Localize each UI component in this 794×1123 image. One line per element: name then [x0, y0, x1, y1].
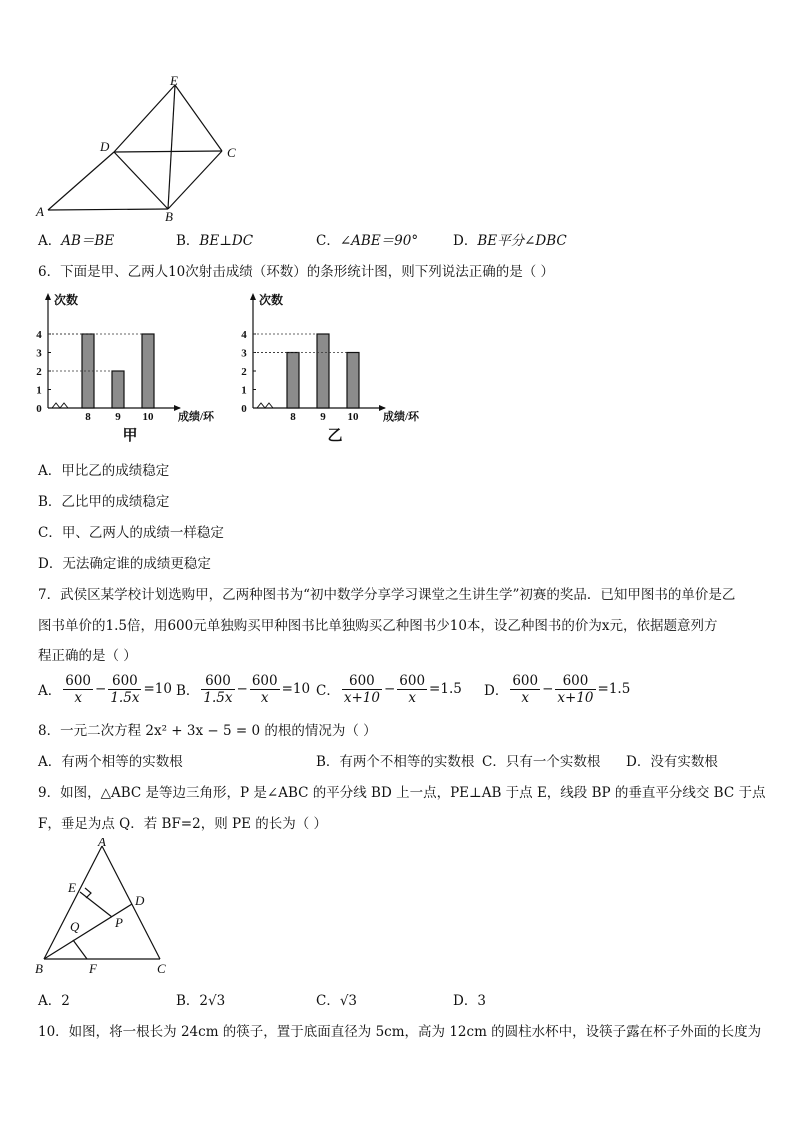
x-axis-label: 成绩/环 — [178, 411, 215, 423]
q6-stem: 6．下面是甲、乙两人10次射击成绩（环数）的条形统计图，则下列说法正确的是（ ） — [38, 264, 555, 280]
label-E: E — [170, 73, 178, 88]
q9-figure — [30, 838, 180, 980]
q6-option-d[interactable]: D．无法确定谁的成绩更稳定 — [38, 556, 211, 572]
label-D: D — [100, 139, 110, 154]
q5-figure — [30, 72, 250, 222]
q7-option-a[interactable]: A． $\frac{600}{x}$ − $\frac{600}{1.5x}$ =10 — [38, 672, 172, 706]
y-tick-label: 3 — [36, 347, 42, 360]
q5-option-b[interactable]: B．BE⊥DC — [176, 233, 254, 249]
segment-DE — [114, 85, 175, 152]
q9-option-d[interactable]: D．3 — [453, 993, 486, 1009]
label-B: B — [35, 961, 43, 976]
segment-DC — [114, 151, 222, 152]
y-tick-label: 4 — [36, 329, 42, 341]
bar-10 — [347, 353, 359, 409]
y-tick-label: 4 — [241, 329, 247, 341]
axis-break-icon — [257, 403, 273, 408]
segment-EB — [168, 85, 175, 209]
label-P: P — [115, 915, 123, 930]
q6-option-b[interactable]: B．乙比甲的成绩稳定 — [38, 494, 170, 510]
x-tick-label: 8 — [290, 411, 296, 423]
chart-title: 甲 — [122, 428, 138, 444]
segment-CB — [168, 151, 222, 209]
q7-option-b[interactable]: B． $\frac{600}{1.5x}$ − $\frac{600}{x}$ =10 — [176, 672, 311, 706]
q6-option-a[interactable]: A．甲比乙的成绩稳定 — [38, 463, 170, 479]
q7-option-c[interactable]: C． $\frac{600}{x+10}$ − $\frac{600}{x}$ =1.5 — [316, 672, 462, 706]
segment-DB — [114, 152, 168, 209]
axis-break-icon — [52, 403, 68, 408]
segment-AC — [102, 846, 160, 959]
q9-option-c[interactable]: C．√3 — [316, 993, 358, 1009]
q5-option-a[interactable]: A．AB＝BE — [38, 233, 115, 249]
x-axis-label: 成绩/环 — [383, 411, 420, 423]
y-tick-label: 1 — [241, 384, 247, 397]
label-A: A — [36, 204, 44, 219]
x-tick-label: 9 — [320, 411, 326, 423]
q7-option-d[interactable]: D． $\frac{600}{x}$ − $\frac{600}{x+10}$ =1.5 — [484, 672, 631, 706]
x-tick-label: 8 — [85, 411, 91, 423]
bar-8 — [287, 353, 299, 409]
q5-option-d[interactable]: D．BE平分∠DBC — [453, 233, 567, 249]
chart-yi — [235, 288, 445, 448]
chart-title: 乙 — [327, 428, 343, 444]
q9-option-a[interactable]: A．2 — [38, 993, 70, 1009]
segment-EC — [175, 85, 222, 151]
q10-stem: 10．如图，将一根长为 24cm 的筷子，置于底面直径为 5cm，高为 12cm 的圆柱水杯中，设筷子露在杯子外面的长度为 — [38, 1024, 762, 1040]
q9-option-b[interactable]: B．2√3 — [176, 993, 226, 1009]
y-axis-arrow — [45, 293, 51, 300]
q9-stem-line1: 9．如图，△ABC 是等边三角形，P 是∠ABC 的平分线 BD 上一点，PE⊥AB 于点 E，线段 BP 的垂直平分线交 BC 于点 — [38, 785, 766, 801]
bar-9 — [112, 371, 124, 408]
label-F: F — [89, 961, 97, 976]
q9-stem-line2: F，垂足为点 Q．若 BF=2，则 PE 的长为（ ） — [38, 816, 328, 832]
bar-10 — [142, 334, 154, 408]
y-tick-label: 1 — [36, 384, 42, 397]
segment-AD — [48, 152, 114, 210]
q6-option-c[interactable]: C．甲、乙两人的成绩一样稳定 — [38, 525, 224, 541]
q8-option-a[interactable]: A．有两个相等的实数根 — [38, 754, 183, 770]
label-C: C — [157, 961, 166, 976]
segment-PE — [80, 892, 112, 917]
y-tick-label: 2 — [241, 366, 247, 378]
y-tick-label: 0 — [241, 403, 247, 415]
x-tick-label: 10 — [347, 411, 359, 423]
y-tick-label: 0 — [36, 403, 42, 415]
label-E: E — [68, 880, 76, 895]
y-tick-label: 3 — [241, 347, 247, 360]
q5-option-c[interactable]: C．∠ABE＝90° — [316, 233, 419, 249]
label-A: A — [98, 838, 106, 849]
label-D: D — [135, 893, 145, 908]
label-C: C — [227, 145, 236, 160]
label-Q: Q — [70, 919, 80, 934]
y-tick-label: 2 — [36, 366, 42, 378]
segment-AB — [48, 209, 168, 210]
q8-stem: 8．一元二次方程 2x² + 3x − 5 = 0 的根的情况为（ ） — [38, 723, 377, 739]
bar-9 — [317, 334, 329, 408]
x-tick-label: 10 — [142, 411, 154, 423]
chart-jia — [30, 288, 240, 448]
q7-stem-line1: 7．武侯区某学校计划选购甲，乙两种图书为“初中数学分享学习课堂之生讲生学”初赛的奖品．已知甲图书的单价是乙 — [38, 587, 736, 603]
q7-stem-line2: 图书单价的1.5倍，用600元单独购买甲种图书比单独购买乙种图书少10本，设乙种图书的价为x元，依据题意列方 — [38, 618, 718, 634]
q7-stem-line3: 程正确的是（ ） — [38, 648, 137, 664]
q8-option-d[interactable]: D．没有实数根 — [626, 754, 718, 770]
q8-option-b[interactable]: B．有两个不相等的实数根 — [316, 754, 475, 770]
y-axis-arrow — [250, 293, 256, 300]
y-axis-label: 次数 — [259, 293, 284, 307]
segment-BD — [44, 904, 132, 959]
label-B: B — [165, 209, 173, 222]
q8-option-c[interactable]: C．只有一个实数根 — [482, 754, 601, 770]
x-tick-label: 9 — [115, 411, 121, 423]
segment-QF — [73, 940, 87, 959]
y-axis-label: 次数 — [54, 293, 79, 307]
